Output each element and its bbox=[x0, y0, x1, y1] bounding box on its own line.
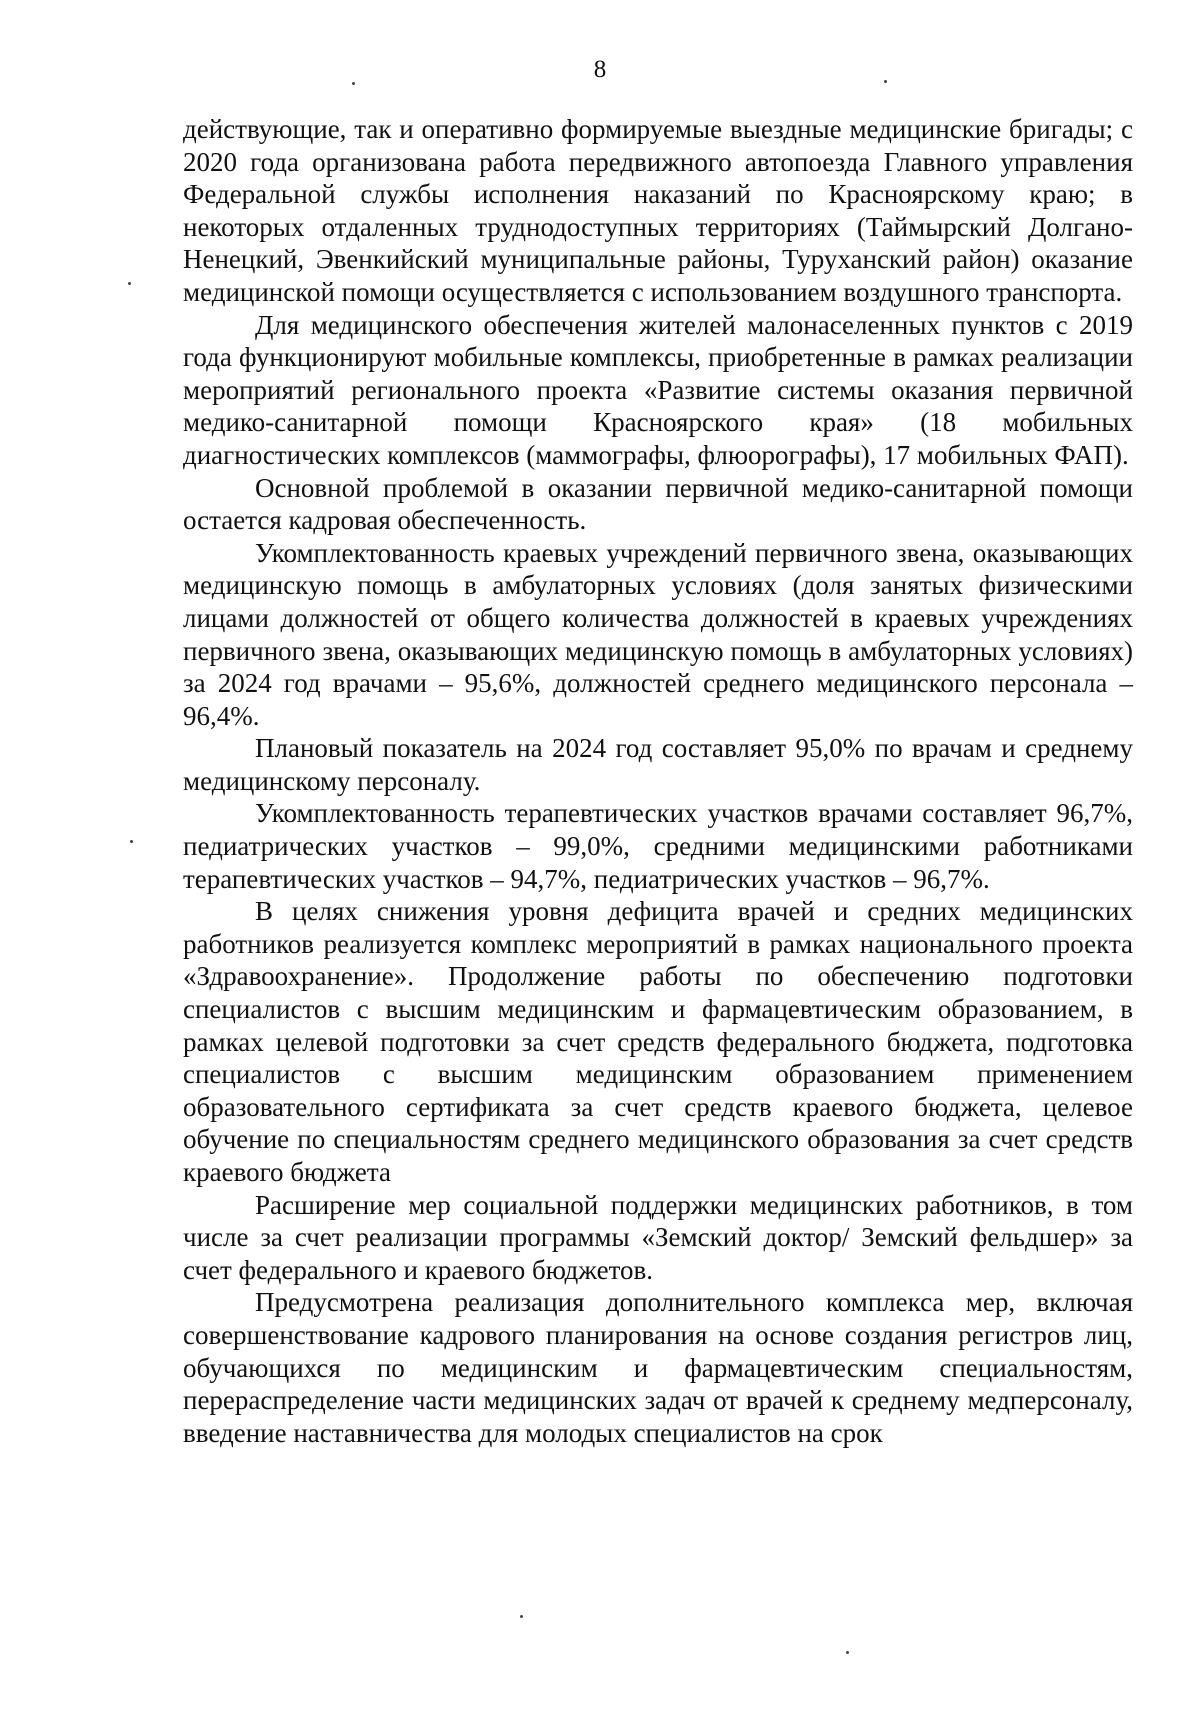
scan-speck bbox=[884, 80, 887, 83]
paragraph-social-support: Расширение мер социальной поддержки медицинских работников, в том числе за счет реализации программы «Земский доктор/ Земский фельдшер» за счет федерального и краевого бюджетов. bbox=[183, 1189, 1133, 1285]
document-body bbox=[183, 113, 1133, 1449]
page-number: 8 bbox=[593, 56, 607, 83]
paragraph-staffing-level: Укомплектованность краевых учреждений первичного звена, оказывающих медицинскую помощь в амбулаторных условиях (доля занятых физическими лицами должностей от общего количества должностей в краевых учреждениях первичного звена, оказывающих медицинскую помощь в амбулаторных условиях) за 2024 год врачами – 95,6%, должностей среднего медицинского персонала – 96,4%. bbox=[183, 537, 1133, 731]
paragraph-additional-measures: Предусмотрена реализация дополнительного комплекса мер, включая совершенствование кадрового планирования на основе создания регистров лиц, обучающихся по медицинским и фармацевтическим специальностям, перераспределение части медицинских задач от врачей к среднему медперсоналу, введение наставничества для молодых специалистов на срок bbox=[183, 1287, 1133, 1448]
scan-speck bbox=[128, 282, 131, 285]
paragraph-mobile-complexes: Для медицинского обеспечения жителей малонаселенных пунктов с 2019 года функционируют мобильные комплексы, приобретенные в рамках реализации мероприятий регионального проекта «Развитие системы оказания первичной медико-санитарной помощи Красноярского края» (18 мобильных диагностических комплексов (маммографы, флюорографы), 17 мобильных ФАП). bbox=[183, 309, 1133, 470]
paragraph-deficit-measures: В целях снижения уровня дефицита врачей и средних медицинских работников реализуется комплекс мероприятий в рамках национального проекта «Здравоохранение». Продолжение работы по обеспечению подготовки специалистов с высшим медицинским и фармацевтическим образованием, в рамках целевой подготовки за счет средств федерального бюджета, подготовка специалистов с высшим медицинским образованием применением образовательного сертификата за счет средств краевого бюджета, целевое обучение по специальностям среднего медицинского образования за счет средств краевого бюджета bbox=[183, 896, 1133, 1187]
scan-speck bbox=[846, 1651, 849, 1654]
scan-speck bbox=[130, 840, 133, 843]
scan-speck bbox=[520, 1615, 523, 1618]
paragraph-plan-indicator: Плановый показатель на 2024 год составляет 95,0% по врачам и среднему медицинскому персоналу. bbox=[183, 733, 1133, 796]
paragraph-district-staffing: Укомплектованность терапевтических участков врачами составляет 96,7%, педиатрических участков – 99,0%, средними медицинскими работниками терапевтических участков – 94,7%, педиатрических участков – 96,7%. bbox=[183, 798, 1133, 894]
paragraph-main-problem: Основной проблемой в оказании первичной медико-санитарной помощи остается кадровая обеспеченность. bbox=[183, 472, 1133, 536]
paragraph-continuation: действующие, так и оперативно формируемые выездные медицинские бригады; с 2020 года организована работа передвижного автопоезда Главного управления Федеральной службы исполнения наказаний по Красноярскому краю; в некоторых отдаленных труднодоступных территориях (Таймырский Долгано-Ненецкий, Эвенкийский муниципальные районы, Туруханский район) оказание медицинской помощи осуществляется с использованием воздушного транспорта. bbox=[183, 114, 1133, 307]
scan-speck bbox=[352, 82, 355, 85]
